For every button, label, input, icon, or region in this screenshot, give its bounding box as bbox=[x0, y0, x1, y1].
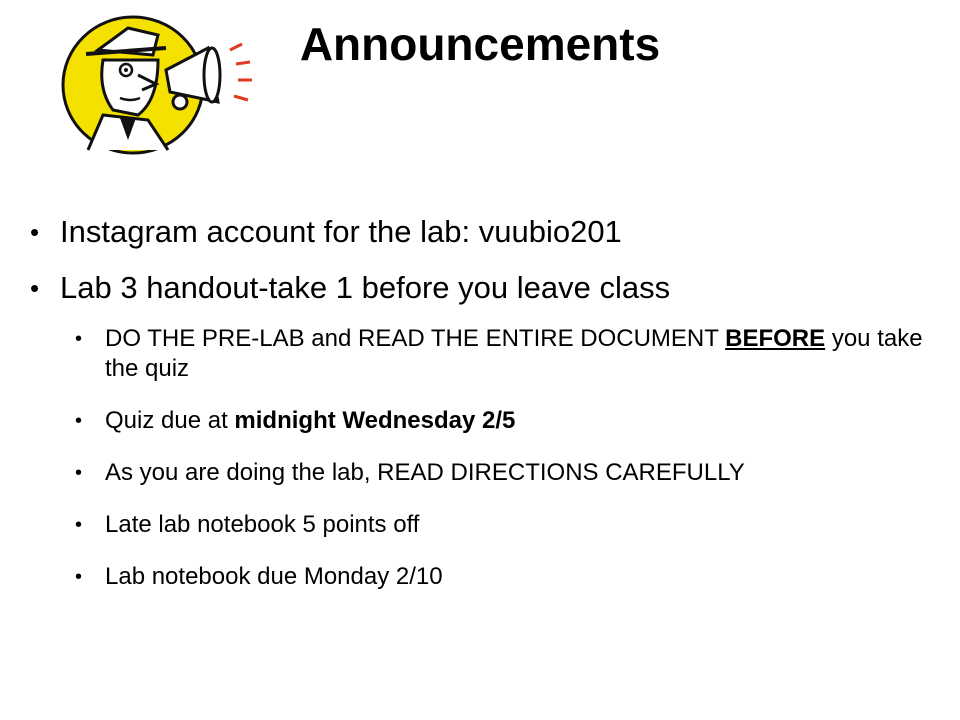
emphasis-before: BEFORE bbox=[725, 325, 826, 352]
bullet-dot: • bbox=[75, 410, 83, 432]
bullet-text: Instagram account for the lab: vuubio201 bbox=[60, 214, 622, 249]
sub-bullet-text: you take the quiz bbox=[105, 325, 923, 382]
sub-bullet-text: DO THE PRE-LAB and READ THE ENTIRE DOCUMENT bbox=[105, 325, 726, 352]
bullet-list bbox=[30, 212, 950, 614]
sub-bullet-text: As you are doing the lab, READ DIRECTIONS CAREFULLY bbox=[105, 459, 745, 486]
bullet-dot: • bbox=[30, 217, 40, 247]
slide-title: Announcements bbox=[299, 18, 661, 70]
emphasis-deadline: midnight Wednesday 2/5 bbox=[234, 407, 516, 434]
bullet-instagram bbox=[30, 212, 950, 252]
bullet-dot: • bbox=[75, 328, 83, 350]
sub-bullet-late bbox=[75, 510, 935, 540]
sub-bullet-text: Late lab notebook 5 points off bbox=[105, 511, 420, 538]
bullet-dot: • bbox=[75, 462, 83, 484]
bullet-dot: • bbox=[30, 273, 40, 303]
sub-bullet-text: Quiz due at bbox=[105, 407, 235, 434]
bullet-handout bbox=[30, 268, 950, 308]
sub-bullet-due bbox=[75, 562, 935, 592]
sub-bullet-prelab bbox=[75, 324, 935, 384]
bullet-dot: • bbox=[75, 566, 83, 588]
bullet-dot: • bbox=[75, 514, 83, 536]
megaphone-announcer-icon bbox=[58, 10, 258, 160]
sub-bullet-quiz bbox=[75, 406, 935, 436]
sub-bullet-directions bbox=[75, 458, 935, 488]
bullet-text: Lab 3 handout-take 1 before you leave class bbox=[60, 270, 671, 305]
sub-bullet-text: Lab notebook due Monday 2/10 bbox=[105, 563, 443, 590]
